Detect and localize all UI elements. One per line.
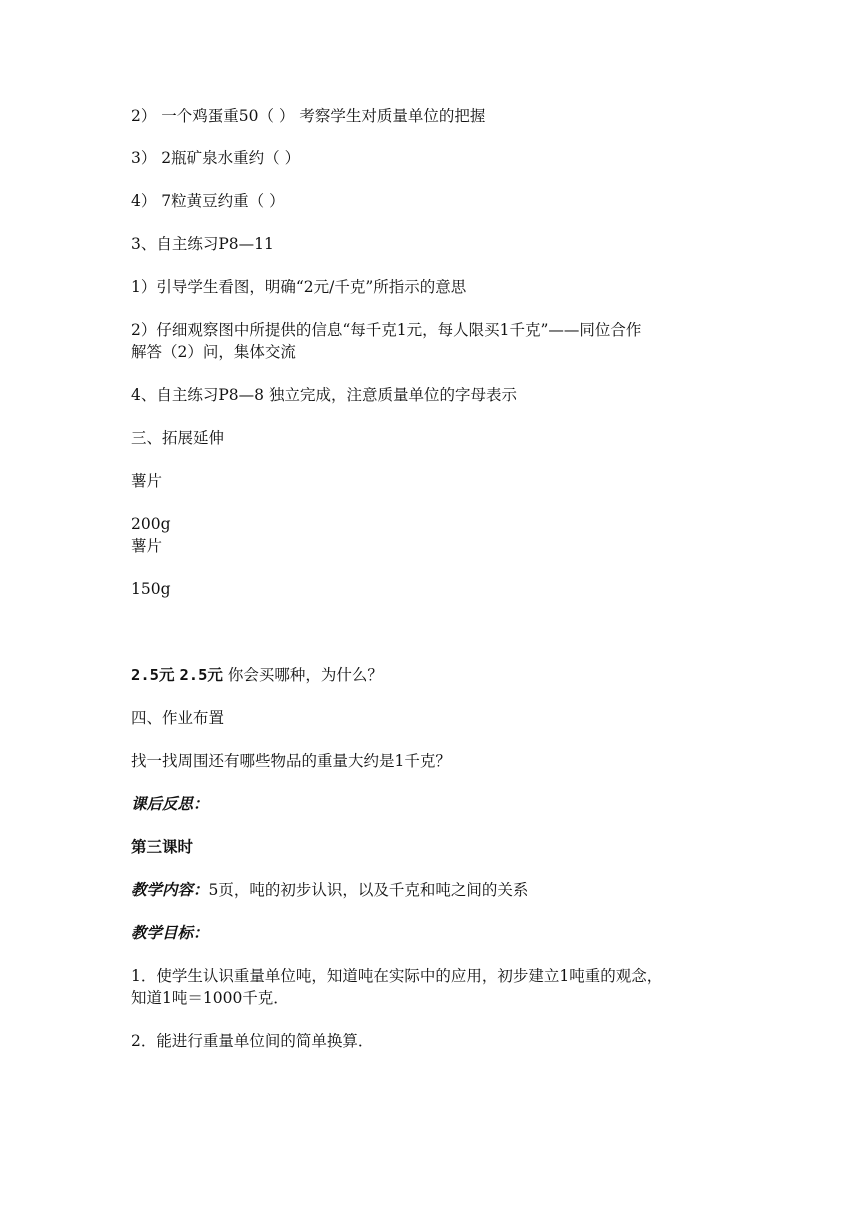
exercise-item-4: 4） 7粒黄豆约重（ ） [131, 192, 285, 210]
chip-product-2-name: 薯片 [131, 537, 163, 555]
practice-step-1: 1）引导学生看图，明确“2元/千克”所指示的意思 [131, 278, 467, 296]
price-question-line [131, 664, 383, 686]
reflection-label: 课后反思： [131, 794, 209, 813]
section-practice-4: 4、自主练习P8—8 独立完成，注意质量单位的字母表示 [131, 386, 517, 404]
chip-product-1-weight: 200g [131, 515, 171, 533]
section-heading-extension: 三、拓展延伸 [131, 429, 225, 447]
chip-product-2-weight: 150g [131, 580, 171, 598]
teaching-goals-label: 教学目标： [131, 923, 209, 942]
exercise-item-2: 2） 一个鸡蛋重50（ ） 考察学生对质量单位的把握 [131, 107, 486, 125]
homework-task: 找一找周围还有哪些物品的重量大约是1千克？ [131, 752, 451, 770]
goal-1-line1: 1．使学生认识重量单位吨，知道吨在实际中的应用，初步建立1吨重的观念， [131, 967, 663, 985]
teaching-content-label: 教学内容： [131, 880, 209, 899]
exercise-item-3: 3） 2瓶矿泉水重约（ ） [131, 149, 301, 167]
section-heading-homework: 四、作业布置 [131, 709, 225, 727]
teaching-content-line [131, 879, 528, 901]
chip-product-1-name: 薯片 [131, 472, 163, 490]
teaching-content-text: 5页，吨的初步认识，以及千克和吨之间的关系 [208, 881, 529, 899]
section-practice-3: 3、自主练习P8—11 [131, 235, 274, 253]
price-2: 2.5元 [179, 666, 223, 684]
practice-step-2-line2: 解答（2）问，集体交流 [131, 343, 296, 361]
goal-1-line2: 知道1吨＝1000千克． [131, 989, 289, 1007]
lesson-title: 第三课时 [131, 837, 194, 856]
practice-step-2-line1: 2）仔细观察图中所提供的信息“每千克1元，每人限买1千克”——同位合作 [131, 321, 642, 339]
goal-2: 2．能进行重量单位间的简单换算． [131, 1032, 374, 1050]
price-question: 你会买哪种，为什么？ [227, 666, 383, 684]
price-1: 2.5元 [131, 666, 175, 684]
